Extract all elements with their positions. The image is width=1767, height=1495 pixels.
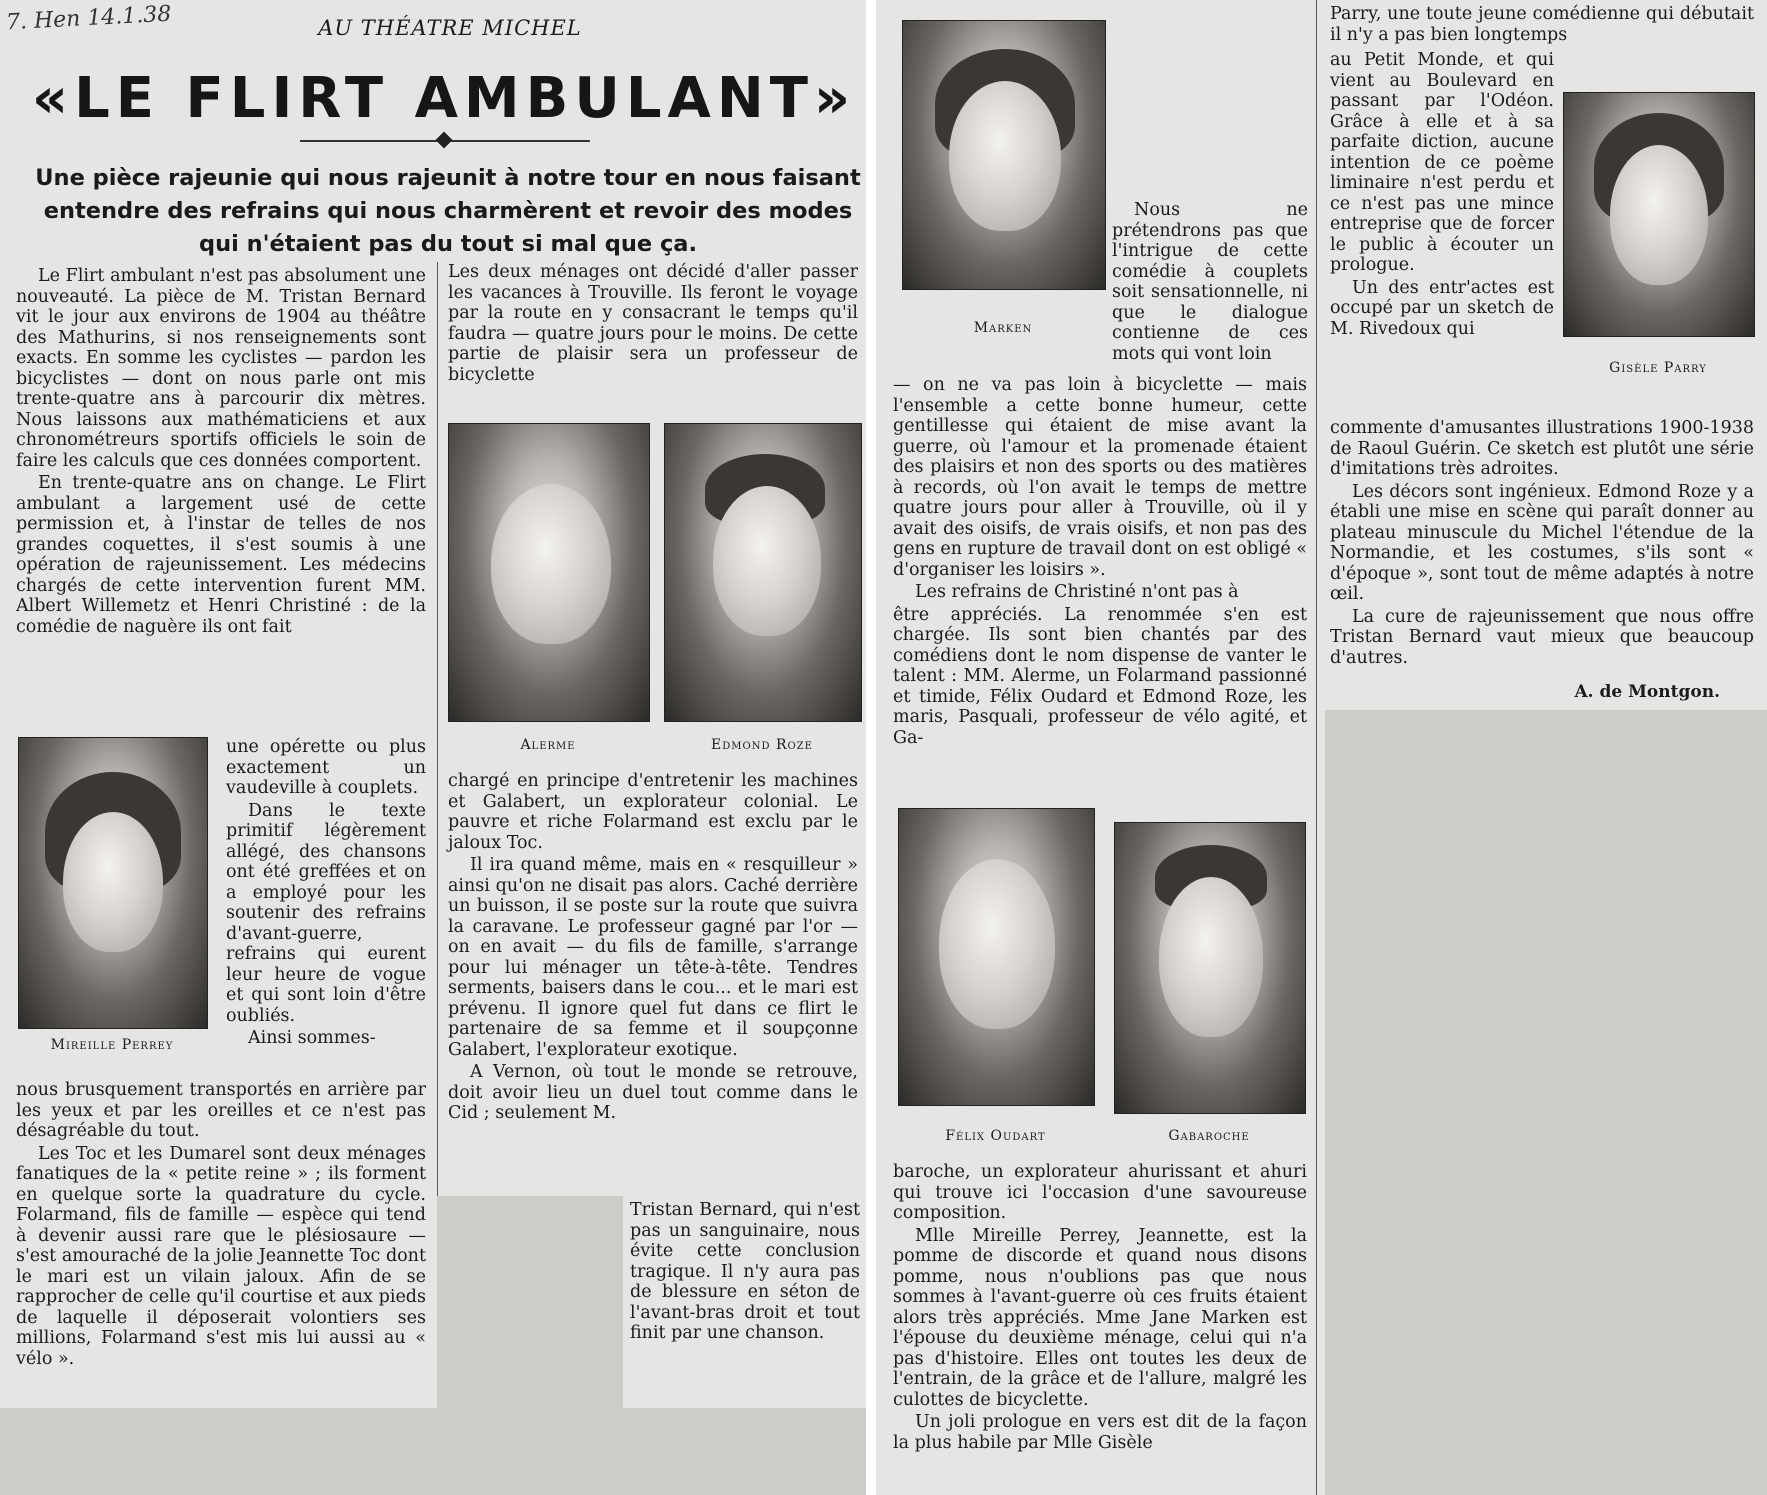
paragraph: au Petit Monde, et qui vient au Boulevard en passant par l'Odéon. Grâce à elle et à sa parfaite diction, aucune intention de ce poème liminaire n'est perdu et ce n'est pas une mince entreprise que de forcer le public à écouter un prologue. (1330, 50, 1554, 275)
paragraph: Les refrains de Christiné n'ont pas à (915, 582, 1239, 602)
caption-mireille-perrey: Mireille Perrey (50, 1037, 174, 1053)
column-4-bottom (1330, 418, 1754, 670)
photo-marken (902, 20, 1106, 290)
left-bottom-backdrop (0, 1408, 866, 1495)
paragraph: Les Toc et les Dumarel sont deux ménages fanatiques de la « petite reine » ; ils forment en quelque sorte la quadrature du cycle. Folarmand, fils de famille — espèce qui tend à devenir aussi rare que le plésiosaure — s'est amouraché de la jolie Jeannette Toc dont le mari est un vilain jaloux. Afin de se rapprocher de celle qu'il courtise et aux pieds de laquelle il déposerait volontiers ses millions, Folarmand s'est mis lui aussi au « vélo ». (16, 1143, 426, 1369)
headline: «LE FLIRT AMBULANT» (31, 66, 857, 131)
paragraph: A Vernon, où tout le monde se retrouve, doit avoir lieu un duel tout comme dans le Cid ; seulement M. (448, 1062, 858, 1123)
column-2-top (448, 262, 858, 387)
paragraph: baroche, un explorateur ahurissant et ahuri qui trouve ici l'occasion d'une savoureuse composition. (893, 1162, 1307, 1223)
column-4-beside-photo (1330, 50, 1554, 341)
handwritten-stamp: 7. Hen 14.1.38 (5, 1, 172, 36)
paragraph: Mlle Mireille Perrey, Jeannette, est la pomme de discorde et quand nous disons pomme, nous n'oublions pas que nous sommes à l'avant-guerre où ces fruits étaient alors très appréciés. Mme Jane Marken est l'épouse du deuxième ménage, celui qui n'a pas d'histoire. Elles ont toutes les deux de l'entrain, de la grâce et de l'allure, malgré les culottes de bicyclette. (893, 1225, 1307, 1410)
paragraph: En trente-quatre ans on change. Le Flirt ambulant a largement usé de cette permission et, à l'instar de telles de nos grandes coquettes, il s'est soumis à une opération de rajeunissement. Les médecins chargés de cette intervention furent MM. Albert Willemetz et Henri Christiné : de la comédie de naguère ils ont fait (16, 473, 426, 637)
photo-mireille-perrey (18, 737, 208, 1029)
column-1-bottom (16, 1080, 426, 1371)
paragraph: Dans le texte primitif légèrement allégé, des chansons ont été greffées et on a employé pour les soutenir des refrains d'avant-guerre, refrains qui eurent leur heure de vogue et qui sont loin d'être oubliés. (226, 800, 426, 1026)
column-4-top (1330, 4, 1754, 47)
photo-gabaroche (1114, 822, 1306, 1114)
photo-edmond-roze (664, 423, 862, 722)
paragraph: Tristan Bernard, qui n'est pas un sanguinaire, nous évite cette conclusion tragique. Il n'y aura pas de blessure en séton de l'avant-bras droit et tout finit par une chanson. (630, 1200, 860, 1343)
right-bottom-backdrop (1325, 710, 1767, 1495)
column-1-top (16, 266, 426, 639)
paragraph: Les deux ménages ont décidé d'aller passer les vacances à Trouville. Ils feront le voyage par la route en y consacrant le temps qu'il faudra — quatre jours pour le moins. De cette partie de plaisir sera un professeur de bicyclette (448, 262, 858, 385)
paragraph: être appréciés. La renommée s'en est chargée. Ils sont bien chantés par des comédiens dont le nom dispense de vanter le talent : MM. Alerme, un Folarmand passionné et timide, Félix Oudard et Edmond Roze, les maris, Pasquali, professeur de vélo agité, et Ga- (893, 604, 1307, 748)
caption-marken: Marken (973, 320, 1033, 336)
face (491, 484, 611, 644)
paragraph: commente d'amusantes illustrations 1900-1938 de Raoul Guérin. Ce sketch est plutôt une série d'imitations très adroites. (1330, 418, 1754, 479)
paragraph: une opérette ou plus exactement un vaudeville à couplets. (226, 737, 426, 798)
paragraph: Parry, une toute jeune comédienne qui débutait il n'y a pas bien longtemps (1330, 4, 1754, 45)
paragraph: Un joli prologue en vers est dit de la façon la plus habile par Mlle Gisèle (893, 1412, 1307, 1453)
photo-alerme (448, 423, 650, 722)
face (949, 81, 1061, 231)
paragraph: La cure de rajeunissement que nous offre Tristan Bernard vaut mieux que beaucoup d'autres. (1330, 606, 1754, 668)
paragraph: Il ira quand même, mais en « resquilleur » ainsi qu'on ne disait pas alors. Caché derrière un buisson, il se poste sur la route que suivra la caravane. Le professeur gagné par l'or — on en avait — du fils de famille, s'arrange pour lui ménager un tête-à-tête. Tendres serments, baisers dans le cou... et le mari est prévenu. Il ignore quel fut dans ce flirt le partenaire de sa femme et il soupçonne Galabert, l'explorateur exotique. (448, 855, 858, 1060)
face (1159, 877, 1263, 1037)
caption-gabaroche: Gabaroche (1168, 1128, 1250, 1144)
cutout-region (437, 1196, 623, 1408)
column-3-bottom (893, 1162, 1307, 1455)
paragraph: — on ne va pas loin à bicyclette — mais l'ensemble a cette bonne humeur, cette gentillesse qui étaient de mise avant la guerre, où l'amour et la promenade étaient des plaisirs et non des sports ou des matières à records, où l'on avait le temps de mettre quatre jours pour aller à Trouville, où il y avait des oisifs, de vrais oisifs, et non pas des gens en rupture de travail dont on est obligé « d'organiser les loisirs ». (893, 375, 1307, 580)
paragraph: Ainsi sommes- (248, 1028, 376, 1048)
face (939, 859, 1055, 1029)
face (1610, 145, 1708, 285)
subheadline: Une pièce rajeunie qui nous rajeunit à notre tour en nous faisant entendre des refrains qui nous charmèrent et revoir des modes qui n'étaient pas du tout si mal que ça. (35, 165, 861, 257)
column-divider (1316, 0, 1317, 1495)
column-2-bottom (630, 1200, 860, 1346)
caption-alerme: Alerme (520, 737, 576, 753)
paragraph: Un des entr'actes est occupé par un sketch de M. Rivedoux qui (1330, 277, 1554, 339)
column-3-middle (893, 375, 1307, 750)
paragraph: Les décors sont ingénieux. Edmond Roze y a établi une mise en scène qui paraît donner au plateau minuscule du Michel l'étendue de la Normandie, et les costumes, s'ils sont « d'époque », sont tout de même adaptés à notre œil. (1330, 481, 1754, 604)
caption-edmond-roze: Edmond Roze (711, 737, 813, 753)
face (713, 486, 821, 636)
caption-gisele-parry: Gisèle Parry (1609, 360, 1707, 376)
column-1-beside-photo (226, 737, 426, 1051)
signature: A. de Montgon. (1574, 682, 1720, 702)
caption-felix-oudart: Félix Oudart (945, 1128, 1046, 1144)
paragraph: chargé en principe d'entretenir les machines et Galabert, un explorateur colonial. Le pauvre et riche Folarmand est exclu par le jaloux Toc. (448, 771, 858, 853)
column-2-middle (448, 771, 858, 1126)
column-3-beside-photo (1112, 200, 1308, 366)
paragraph: nous brusquement transportés en arrière par les yeux et par les oreilles et ce n'est pas désagréable du tout. (16, 1080, 426, 1141)
kicker: AU THÉATRE MICHEL (318, 16, 582, 40)
photo-felix-oudart (898, 808, 1095, 1106)
face (63, 812, 163, 952)
paragraph: Le Flirt ambulant n'est pas absolument une nouveauté. La pièce de M. Tristan Bernard vit le jour aux environs de 1904 au théâtre des Mathurins, si nos renseignements sont exacts. En somme les cyclistes — pardon les bicyclistes — dont on nous parle ont mis trente-quatre ans à parcourir dix mètres. Nous laissons aux mathématiciens et aux chronométreurs sportifs officiels le soin de faire les calculs que ces données comportent. (16, 266, 426, 471)
paragraph: Nous ne prétendrons pas que l'intrigue de cette comédie à couplets soit sensationnelle, ni que le dialogue contienne de ces mots qui vont loin (1112, 200, 1308, 364)
photo-gisele-parry (1563, 92, 1755, 337)
page-gap (866, 0, 876, 1495)
